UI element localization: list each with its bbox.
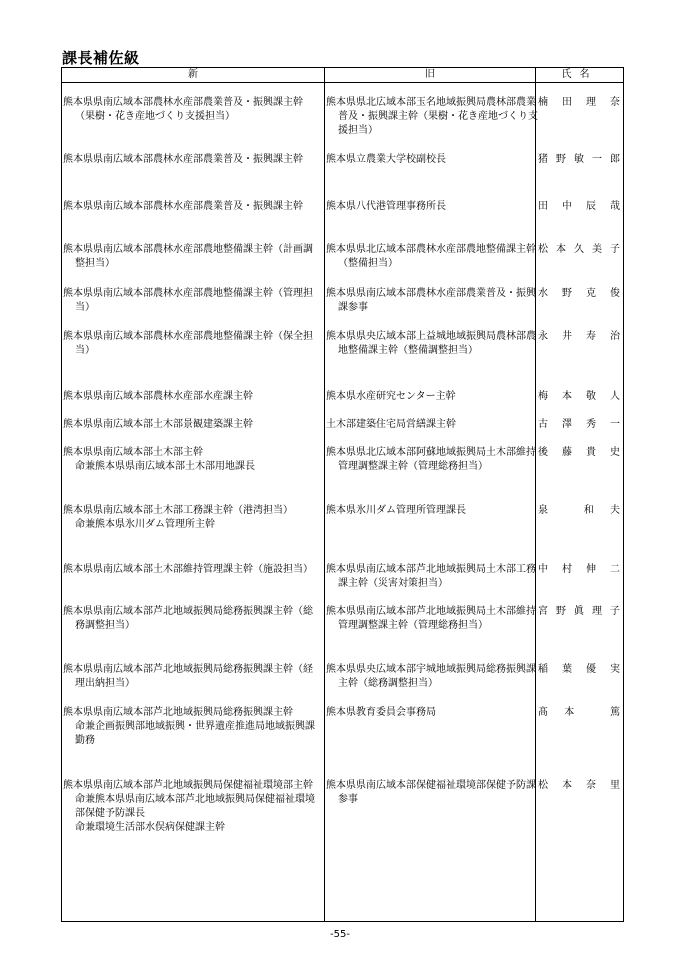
name-char: 藤 — [562, 447, 572, 458]
name-char: 敬 — [586, 391, 596, 402]
person-name — [538, 153, 620, 167]
header-new: 新 — [188, 69, 198, 80]
name-char: 里 — [610, 780, 620, 791]
old-position: 熊本県立農業大学校副校長 — [326, 154, 446, 165]
old-position: 熊本県水産研究センター主幹 — [326, 391, 456, 402]
name-char: 辰 — [586, 201, 596, 212]
person-name — [538, 287, 620, 301]
name-char: 宮 — [538, 606, 548, 617]
name-char: 一 — [592, 154, 602, 165]
new-position-cell — [63, 330, 322, 358]
name-char: 本 — [564, 707, 575, 718]
name-char: 郎 — [610, 154, 620, 165]
name-char: 泉 — [538, 505, 548, 516]
name-char: 哉 — [610, 201, 620, 212]
name-char: 子 — [610, 244, 620, 255]
new-position-cell — [63, 418, 322, 432]
name-char: 秀 — [586, 419, 596, 430]
old-position: 熊本県氷川ダム管理所管理課長 — [326, 505, 466, 516]
new-position: 熊本県県南広域本部農林水産部農地整備課主幹（保全担当） — [63, 331, 313, 356]
header-name: 氏名 — [561, 69, 598, 80]
person-name — [538, 779, 620, 793]
name-char: 優 — [586, 664, 596, 675]
old-position: 熊本県県北広域本部阿蘇地域振興局土木部維持管理調整課主幹（管理総務担当） — [326, 447, 536, 472]
new-position-cell — [63, 706, 322, 748]
name-char: 松 — [538, 244, 548, 255]
new-position-cell — [63, 446, 322, 474]
person-name — [538, 605, 620, 619]
new-position: 熊本県県南広域本部芦北地域振興局総務振興課主幹 — [63, 707, 293, 718]
name-char: 楠 — [538, 97, 548, 108]
name-char: 子 — [610, 606, 620, 617]
name-char: 俊 — [610, 288, 620, 299]
person-name — [538, 446, 620, 460]
new-position-cell — [63, 563, 322, 577]
old-position: 熊本県八代港管理事務所長 — [326, 201, 446, 212]
new-position-cell — [63, 96, 322, 124]
name-char: 髙 — [538, 707, 548, 718]
old-position: 熊本県県南広域本部芦北地域振興局土木部工務課主幹（災害対策担当） — [326, 564, 536, 589]
name-char: 野 — [556, 606, 566, 617]
new-position: 熊本県県南広域本部芦北地域振興局総務振興課主幹（総務調整担当） — [63, 606, 313, 631]
new-position: 熊本県県南広域本部土木部景観建築課主幹 — [63, 419, 253, 430]
new-position: 熊本県県南広域本部農林水産部農業普及・振興課主幹 — [63, 154, 303, 165]
page-number: -55- — [330, 929, 350, 940]
name-char: 野 — [562, 288, 572, 299]
name-char: 久 — [574, 244, 584, 255]
name-char: 一 — [610, 419, 620, 430]
new-position-cell — [63, 287, 322, 315]
name-char: 本 — [556, 244, 566, 255]
concurrent-position: 命兼環境生活部水俣病保健課主幹 — [75, 822, 225, 833]
name-char: 奈 — [586, 780, 596, 791]
name-char: 水 — [538, 288, 548, 299]
old-position: 熊本県県南広域本部農林水産部農業普及・振興課参事 — [326, 288, 536, 313]
name-char: 古 — [538, 419, 548, 430]
name-char: 永 — [538, 331, 548, 342]
column-divider — [324, 68, 325, 921]
name-char: 史 — [610, 447, 620, 458]
concurrent-position: 命兼企画振興部地域振興・世界遺産推進局地域振興課勤務 — [75, 721, 315, 746]
page-title: 課長補佐級 — [62, 49, 140, 67]
old-position: 熊本県県南広域本部芦北地域振興局土木部維持管理調整課主幹（管理総務担当） — [326, 606, 536, 631]
person-name — [538, 563, 620, 577]
table-header — [62, 68, 623, 83]
old-position: 熊本県県央広域本部宇城地域振興局総務振興課主幹（総務調整担当） — [326, 664, 536, 689]
old-position: 熊本県県北広域本部農林水産部農地整備課主幹（整備担当） — [326, 244, 536, 269]
new-position: 熊本県県南広域本部芦北地域振興局総務振興課主幹（経理出納担当） — [63, 664, 313, 689]
new-position: 熊本県県南広域本部土木部主幹 — [63, 447, 203, 458]
name-char: 後 — [538, 447, 548, 458]
old-position: 熊本県県南広域本部保健福祉環境部保健予防課参事 — [326, 780, 536, 805]
new-position-cell — [63, 243, 322, 271]
name-char: 田 — [562, 97, 572, 108]
name-char: 夫 — [609, 505, 620, 516]
name-char: 篤 — [609, 707, 620, 718]
person-name — [538, 330, 620, 344]
new-position-cell — [63, 504, 322, 532]
name-char: 本 — [562, 391, 572, 402]
name-char: 奈 — [610, 97, 620, 108]
name-char: 村 — [562, 564, 572, 575]
name-char — [591, 706, 594, 720]
new-position-cell — [63, 663, 322, 691]
old-position: 熊本県教育委員会事務局 — [326, 707, 436, 718]
old-position: 熊本県県央広域本部上益城地域振興局農林部農地整備課主幹（整備調整担当） — [326, 331, 536, 356]
name-char: 井 — [562, 331, 572, 342]
person-name — [538, 706, 620, 720]
name-char: 澤 — [562, 419, 572, 430]
person-name — [538, 390, 620, 404]
name-char: 敏 — [574, 154, 584, 165]
name-char: 克 — [586, 288, 596, 299]
person-name — [538, 200, 620, 214]
name-char: 葉 — [562, 664, 572, 675]
new-position-cell — [63, 153, 322, 167]
name-char: 和 — [583, 505, 594, 516]
person-name — [538, 504, 620, 518]
new-position: 熊本県県南広域本部農林水産部農地整備課主幹（管理担当） — [63, 288, 313, 313]
personnel-table — [61, 67, 624, 922]
person-name — [538, 96, 620, 110]
new-position: 熊本県県南広域本部農林水産部農業普及・振興課主幹（果樹・花き産地づくり支援担当） — [63, 97, 303, 122]
new-position: 熊本県県南広域本部土木部維持管理課主幹（施設担当） — [63, 564, 313, 575]
name-char: 猪 — [538, 154, 548, 165]
name-char: 中 — [538, 564, 548, 575]
new-position-cell — [63, 200, 322, 214]
new-position: 熊本県県南広域本部土木部工務課主幹（港湾担当） — [63, 505, 293, 516]
name-char: 理 — [592, 606, 602, 617]
old-position: 熊本県県北広域本部玉名地域振興局農林部農業普及・振興課主幹（果樹・花き産地づくり支援担当） — [326, 97, 538, 136]
name-char: 人 — [610, 391, 620, 402]
header-old: 旧 — [425, 69, 435, 80]
name-char: 田 — [538, 201, 548, 212]
new-position-cell — [63, 779, 322, 835]
old-position: 土木部建築住宅局営繕課主幹 — [326, 419, 456, 430]
new-position-cell — [63, 390, 322, 404]
name-char: 本 — [562, 780, 572, 791]
name-char: 眞 — [574, 606, 584, 617]
new-position-cell — [63, 605, 322, 633]
concurrent-position: 命兼熊本県県南広域本部土木部用地課長 — [75, 461, 255, 472]
name-char: 治 — [610, 331, 620, 342]
person-name — [538, 243, 620, 257]
name-char: 伸 — [586, 564, 596, 575]
new-position: 熊本県県南広域本部農林水産部農業普及・振興課主幹 — [63, 201, 303, 212]
concurrent-position: 命兼熊本県氷川ダム管理所主幹 — [75, 519, 215, 530]
person-name — [538, 418, 620, 432]
name-char: 美 — [592, 244, 602, 255]
new-position: 熊本県県南広域本部芦北地域振興局保健福祉環境部主幹 — [63, 780, 313, 791]
name-char: 梅 — [538, 391, 548, 402]
name-char: 稲 — [538, 664, 548, 675]
name-char — [564, 504, 567, 518]
name-char: 野 — [556, 154, 566, 165]
name-char: 実 — [610, 664, 620, 675]
name-char: 松 — [538, 780, 548, 791]
name-char: 理 — [586, 97, 596, 108]
name-char: 貴 — [586, 447, 596, 458]
name-char: 中 — [562, 201, 572, 212]
new-position: 熊本県県南広域本部農林水産部水産課主幹 — [63, 391, 253, 402]
name-char: 寿 — [586, 331, 596, 342]
name-char: 二 — [610, 564, 620, 575]
concurrent-position: 命兼熊本県県南広域本部芦北地域振興局保健福祉環境部保健予防課長 — [75, 794, 315, 819]
new-position: 熊本県県南広域本部農林水産部農地整備課主幹（計画調整担当） — [63, 244, 313, 269]
person-name — [538, 663, 620, 677]
